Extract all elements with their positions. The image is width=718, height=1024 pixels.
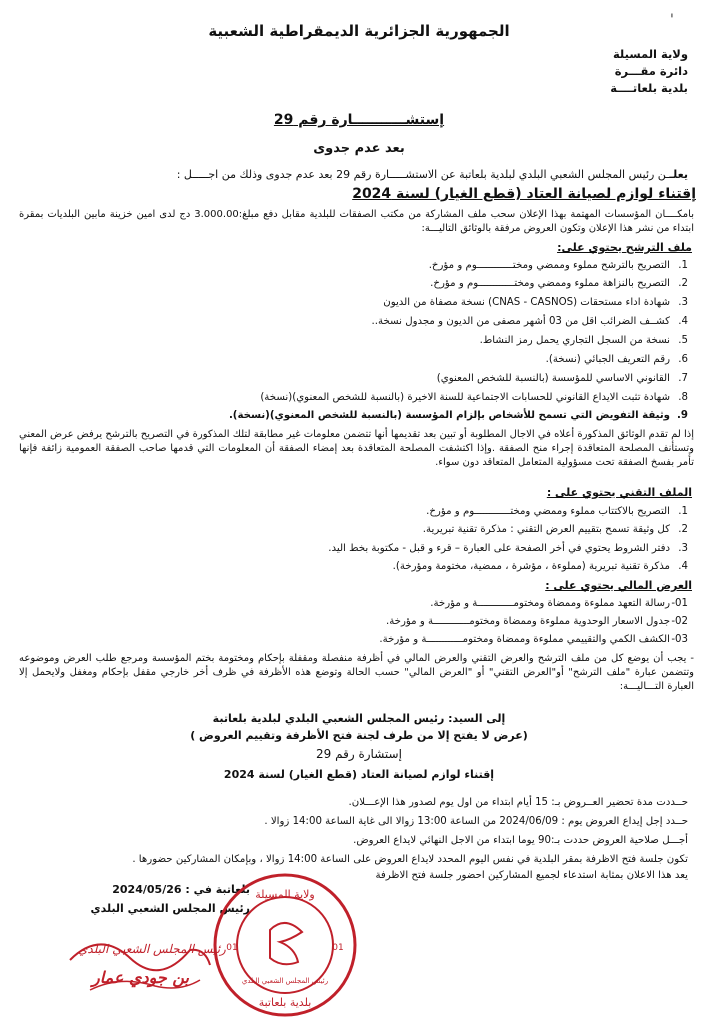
signature-place-date: بلعاتبة في : 2024/05/26 (112, 883, 250, 896)
candidacy-item: 4.كشــف الضرائب اقل من 03 أشهر مصفى من الديون و مجدول نسخة.. (371, 316, 688, 327)
financial-item: 03-الكشف الكمي والتقييمي مملوءة وممضاة ومختومــــــــــــة و مؤرخة. (379, 634, 688, 645)
candidacy-heading: ملف الترشح يحتوي على: (557, 241, 692, 254)
signature-role: رئيس المجلس الشعبي البلدي (90, 902, 250, 915)
stamp-middle-text: رئيس المجلس الشعبي البلدي (241, 977, 329, 985)
signature-name: بن جودي عمار (92, 968, 189, 987)
technical-item: 3.دفتر الشروط يحتوي في أخر الصفحة على العبارة – قرء و قبل - مكتوبة بخط اليد. (328, 543, 688, 554)
deadline-line: أجـــل صلاحية العروض حددت بـ:90 يوما ابتداء من الاجل النهائي لايداع العروض. (353, 835, 688, 846)
candidacy-item: 2.التصريح بالنزاهة مملوء وممضي ومختــــــــــــوم و مؤرخ. (430, 278, 688, 289)
candidacy-item: 7.القانوني الاساسي للمؤسسة (بالنسبة للشخص المعنوي) (436, 373, 688, 384)
candidacy-item: 9.وثيقة التفويض التي تسمح للأشخاص بإلزام المؤسسة (بالنسبة للشخص المعنوي)(نسخة). (228, 410, 688, 421)
candidacy-note: إذا لم تقدم الوثائق المذكورة أعلاه في الاجال المطلوبة أو تبين بعد تقديمها أنها تتضمن معلومات غير مطابقة لتلك المذكورة في التصريح بالترشح يرفض عرض المعني وتستأنف المصلحة المتعاقدة إجراء منح الصفقة .وإذا اكتشفت المصلحة المتعاقدة بعد إمضاء الصفقة أن المعلومات التي قدمها صاحب الصفقة العمومية زائفة فإنها تأمر بفسخ الصفقة تحت مسؤولية المتعامل المتعاقد دون سواء. (19, 429, 694, 468)
commune-label: بلدية بلعاتــــة (610, 81, 688, 95)
candidacy-item: 8.شهادة تثبت الايداع القانوني للحسابات الاجتماعية للسنة الاخيرة (بالنسبة للشخص المعنوي)(نسخة) (260, 392, 688, 403)
announcement (177, 168, 688, 181)
stamp-graphic (210, 870, 360, 1020)
financial-item: 02-جدول الاسعار الوحدوية مملوءة وممضاة ومختومــــــــــــة و مؤرخة. (385, 616, 688, 627)
announcement-text: ـن رئيس المجلس الشعبي البلدي لبلدية بلعاتبة عن الاستشـــــارة رقم 29 بعد عدم جدوى وذلك من اجـــــل : (176, 168, 670, 181)
envelope-recipient: إلى السيد: رئيس المجلس الشعبي البلدي لبلدية بلعاتبة (212, 712, 506, 725)
stamp-top-text: ولاية المسيلة (255, 888, 315, 901)
technical-item: 2.كل وثيقة تسمح بتقييم العرض التقني : مذكرة تقنية تبريرية. (422, 524, 688, 535)
financial-item: 01-رسالة التعهد مملوءة وممضاة ومختومــــــــــــة و مؤرخة. (430, 598, 688, 609)
envelope-subject: إقتناء لوازم لصيانة العتاد (قطع الغيار) لسنة 2024 (223, 768, 495, 781)
corner-mark: ' (670, 12, 674, 28)
stamp-bottom-text: بلدية بلعاتبة (258, 996, 312, 1009)
technical-heading: الملف التقني يحتوي على : (546, 486, 692, 499)
admin-block (610, 46, 688, 97)
stamp-number-left: 01 (226, 943, 238, 953)
subject-title: إقتناء لوازم لصيانة العتاد (قطع الغيار) لسنة 2024 (352, 186, 696, 202)
handwritten-signature-icon (60, 920, 220, 1000)
daira-label: دائرة مقـــرة (614, 64, 688, 78)
deadline-line: حــدد إجل إيداع العروض يوم : 2024/06/09 من الساعة 13:00 زوالا الى غاية الساعة 14:00 زوالا . (264, 816, 688, 827)
page-title: إستشـــــــــــارة رقم 29 (273, 112, 445, 128)
envelope-warning: (عرض لا يفتح إلا من طرف لجنة فتح الأظرفة وتقييم العروض ) (190, 729, 528, 742)
envelope-ref: إستشارة رقم 29 (316, 747, 402, 761)
republic-header: الجمهورية الجزائرية الديمقراطية الشعبية (208, 22, 510, 40)
technical-item: 1.التصريح بالاكتتاب مملوء وممضي ومختــــــــــــوم و مؤرخ. (426, 506, 688, 517)
candidacy-item: 3.شهادة اداء مستحقات (CNAS - CASNOS) نسخة مصفاة من الديون (383, 297, 688, 308)
deadline-line: حــددت مدة تحضير العــروض بـ: 15 أيام ابتداء من اول يوم لصدور هذا الإعـــلان. (348, 797, 688, 808)
signature-stamp-role: رئيس المجلس الشعبي البلدي (78, 942, 226, 956)
page-subtitle: بعد عدم جدوى (313, 141, 405, 156)
candidacy-item: 1.التصريح بالترشح مملوء وممضي ومختــــــــــــوم و مؤرخ. (428, 260, 688, 271)
technical-item: 4.مذكرة تقنية تبريرية (مملوءة ، مؤشرة ، ممضية، مختومة ومؤرخة). (392, 561, 688, 572)
announcement-prefix: يعلـ (669, 168, 688, 181)
deadline-line: تكون جلسة فتح الاظرفة بمقر البلدية في نفس اليوم المحدد لايداع العروض على الساعة 14:00 زوالا ، وبإمكان المشاركين حضورها . (132, 854, 688, 865)
stamp-number-right: 01 (332, 943, 344, 953)
wilaya-label: ولاية المسيلة (612, 47, 688, 61)
candidacy-item: 5.نسخة من السجل التجاري يحمل رمز النشاط. (479, 335, 688, 346)
financial-heading: العرض المالي يحتوي على : (545, 579, 692, 592)
intro-paragraph: بامكــــان المؤسسات المهتمة بهذا الإعلان سحب ملف المشاركة من مكتب الصفقات للبلدية مقابل دفع مبلغ:3.000.00 دج لدى امين خزينة مابين البلديات بمقرة ابتداء من نشر هذا الإعلان وتكون العروض مرفقة بالوثائق التاليـــة: (19, 209, 694, 234)
envelope-note: - يجب أن يوضع كل من ملف الترشح والعرض التقني والعرض المالي في أظرفة منفصلة ومقفلة بإحكام ومختومة بختم المؤسسة ومرجع طلب العرض وموضوعه وتتضمن عبارة "ملف الترشح" أو"العرض التقني" أو "العرض المالي" حسب الحالة وتوضع هذه الأظرفة في ظرف أخر خارجي مقفل بإحكام ومغفل ولايحمل إلا العبارة التـــاليـــة: (19, 653, 694, 692)
candidacy-item: 6.رقم التعريف الجبائي (نسخة). (545, 354, 688, 365)
stamp-emblem-icon (270, 923, 302, 964)
official-stamp (210, 870, 360, 1020)
deadline-line: يعد هذا الاعلان بمثابة استدعاء لجميع المشاركين احضور جلسة فتح الاظرفة (375, 870, 688, 881)
